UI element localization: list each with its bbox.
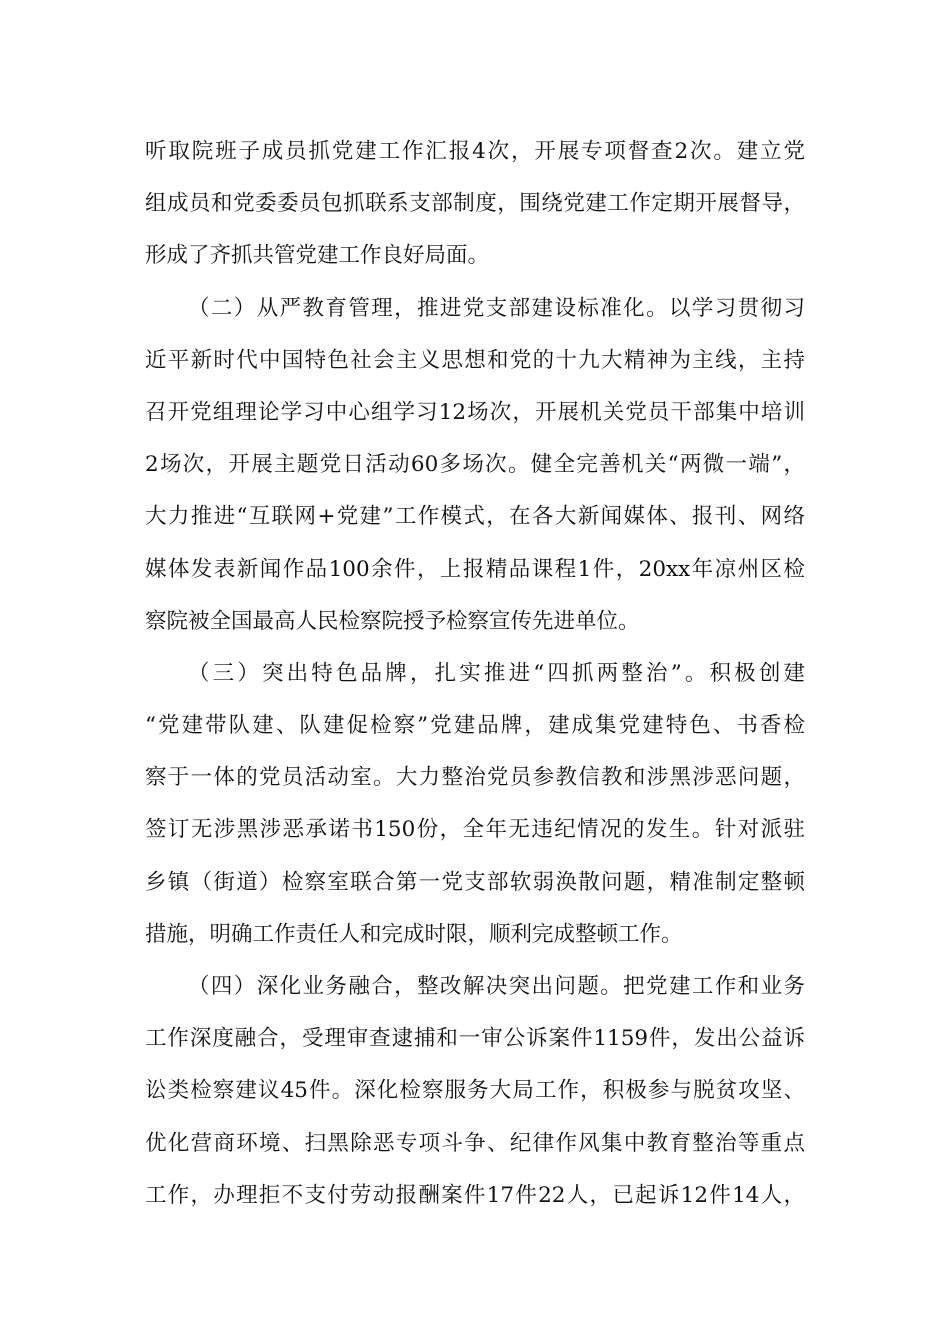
- text-line: 签订无涉黑涉恶承诺书150份，全年无违纪情况的发生。针对派驻: [145, 817, 805, 843]
- text-line: 察院被全国最高人民检察院授予检察宣传先进单位。: [145, 608, 640, 634]
- text-line: 优化营商环境、扫黑除恶专项斗争、纪律作风集中教育整治等重点: [145, 1130, 805, 1156]
- text-line: 工作，办理拒不支付劳动报酬案件17件22人，已起诉12件14人，: [145, 1182, 805, 1208]
- text-line: 媒体发表新闻作品100余件，上报精品课程1件，20xx年凉州区检: [145, 556, 805, 582]
- text-line: 听取院班子成员抓党建工作汇报4次，开展专项督查2次。建立党: [145, 139, 805, 164]
- text-line: 2场次，开展主题党日活动60多场次。健全完善机关“两微一端”，: [145, 452, 805, 478]
- text-line: 近平新时代中国特色社会主义思想和党的十九大精神为主线，主持: [145, 347, 805, 373]
- paragraph-first-line: （四）深化业务融合，整改解决突出问题。把党建工作和业务: [188, 974, 805, 999]
- paragraph-first-line: （二）从严教育管理，推进党支部建设标准化。以学习贯彻习: [188, 295, 805, 321]
- text-line: 大力推进“互联网+党建”工作模式，在各大新闻媒体、报刊、网络: [145, 504, 805, 530]
- text-line: “党建带队建、队建促检察”党建品牌，建成集党建特色、书香检: [145, 713, 805, 739]
- text-line: 察于一体的党员活动室。大力整治党员参教信教和涉黑涉恶问题，: [145, 765, 805, 791]
- text-line: 形成了齐抓共管党建工作良好局面。: [145, 243, 490, 269]
- text-line: 召开党组理论学习中心组学习12场次，开展机关党员干部集中培训: [145, 399, 805, 425]
- text-line: 讼类检察建议45件。深化检察服务大局工作，积极参与脱贫攻坚、: [145, 1078, 805, 1104]
- paragraph-first-line: （三）突出特色品牌，扎实推进“四抓两整治”。积极创建: [188, 660, 805, 686]
- text-line: 乡镇（街道）检察室联合第一党支部软弱涣散问题，精准制定整顿: [145, 869, 805, 895]
- text-line: 工作深度融合，受理审查逮捕和一审公诉案件1159件，发出公益诉: [145, 1026, 805, 1052]
- text-line: 措施，明确工作责任人和完成时限，顺利完成整顿工作。: [145, 921, 683, 947]
- document-body: [145, 126, 805, 1222]
- text-line: 组成员和党委委员包抓联系支部制度，围绕党建工作定期开展督导，: [145, 191, 805, 217]
